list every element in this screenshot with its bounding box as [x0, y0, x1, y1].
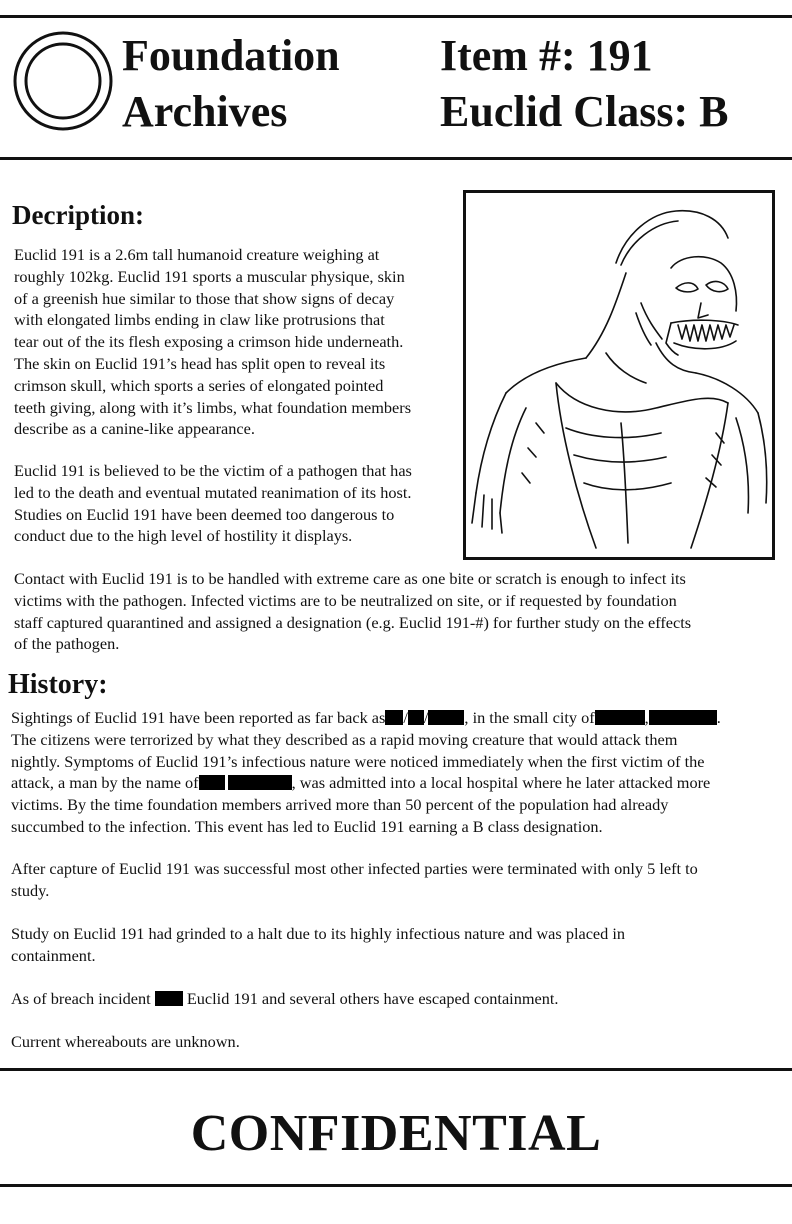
- text-line: After capture of Euclid 191 was successful most other infected parties were terminated with only 5 left to: [11, 859, 698, 878]
- redaction-bar: [228, 775, 292, 790]
- history-paragraph-2: [11, 858, 698, 902]
- history-paragraph-1: [11, 707, 721, 838]
- history-paragraph-5: [11, 1031, 240, 1053]
- text-line: Contact with Euclid 191 is to be handled with extreme care as one bite or scratch is enough to infect its: [14, 569, 686, 588]
- creature-illustration-frame: [463, 190, 775, 560]
- text-line: Studies on Euclid 191 have been deemed too dangerous to: [14, 504, 395, 524]
- redaction-bar: [408, 710, 424, 725]
- text-line: Sightings of Euclid 191 have been reported as far back as / / , in the small city of , .: [11, 708, 721, 727]
- org-name-line1: Foundation: [122, 31, 340, 80]
- confidential-stamp: CONFIDENTIAL: [190, 1105, 602, 1162]
- text-line: Euclid 191 is a 2.6m tall humanoid creature weighing at: [14, 245, 380, 264]
- description-paragraph-3: [14, 568, 691, 655]
- text-line: victims. By the time foundation members arrived more than 50 percent of the population had already: [11, 795, 669, 815]
- text-line: The citizens were terrorized by what they described as a rapid moving creature that would attack them: [11, 729, 678, 749]
- text-line: of the pathogen.: [14, 634, 120, 654]
- text-line: The skin on Euclid 191’s head has split open to reveal its: [14, 353, 386, 373]
- redaction-bar: [199, 775, 225, 790]
- text-line: Euclid 191 is believed to be the victim of a pathogen that has: [14, 461, 412, 480]
- footer-bottom-rule: [0, 1184, 792, 1187]
- description-heading: Decription:: [12, 200, 144, 230]
- history-paragraph-3: [11, 923, 625, 967]
- concentric-circles-logo-icon: [12, 30, 114, 132]
- redaction-bar: [385, 710, 403, 725]
- redaction-bar: [649, 710, 717, 725]
- text-line: with elongated limbs ending in claw like protrusions that: [14, 310, 385, 330]
- text-line: victims with the pathogen. Infected victims are to be neutralized on site, or if requested by foundation: [14, 590, 677, 610]
- redaction-bar: [428, 710, 464, 725]
- text-line: nightly. Symptoms of Euclid 191’s infectious nature were noticed immediately when the first victim of the: [11, 751, 705, 771]
- text-line: of a greenish hue similar to those that show signs of decay: [14, 288, 395, 308]
- text-line: As of breach incident Euclid 191 and several others have escaped containment.: [11, 989, 559, 1008]
- creature-sketch-illustration-icon: [466, 193, 772, 557]
- redaction-bar: [155, 991, 183, 1006]
- text-line: Current whereabouts are unknown.: [11, 1032, 240, 1051]
- description-paragraph-1: [14, 244, 411, 440]
- redaction-bar: [595, 710, 645, 725]
- description-paragraph-2: [14, 460, 412, 547]
- text-line: describe as a canine-like appearance.: [14, 419, 255, 439]
- text-line: roughly 102kg. Euclid 191 sports a muscular physique, skin: [14, 266, 405, 286]
- text-line: conduct due to the high level of hostility it displays.: [14, 526, 353, 546]
- text-line: tear out of the its flesh exposing a crimson hide underneath.: [14, 332, 404, 352]
- text-line: led to the death and eventual mutated reanimation of its host.: [14, 482, 412, 502]
- text-line: containment.: [11, 945, 96, 965]
- text-line: staff captured quarantined and assigned a designation (e.g. Euclid 191-#) for further study on the effects: [14, 612, 692, 632]
- header-bottom-rule: [0, 157, 792, 160]
- history-paragraph-4: [11, 988, 558, 1010]
- text-line: crimson skull, which sports a series of elongated pointed: [14, 375, 384, 395]
- org-name-line2: Archives: [122, 87, 288, 136]
- history-heading: History:: [8, 669, 108, 700]
- text-line: Study on Euclid 191 had grinded to a halt due to its highly infectious nature and was placed in: [11, 924, 626, 943]
- text-line: study.: [11, 880, 50, 900]
- footer-top-rule: [0, 1068, 792, 1071]
- object-class: Euclid Class: B: [440, 87, 729, 136]
- text-line: succumbed to the infection. This event has led to Euclid 191 earning a B class designation.: [11, 816, 603, 836]
- text-line: teeth giving, along with it’s limbs, what foundation members: [14, 397, 412, 417]
- top-rule: [0, 15, 792, 18]
- item-number: Item #: 191: [440, 31, 653, 80]
- text-line: attack, a man by the name of , was admitted into a local hospital where he later attacked more: [11, 773, 711, 793]
